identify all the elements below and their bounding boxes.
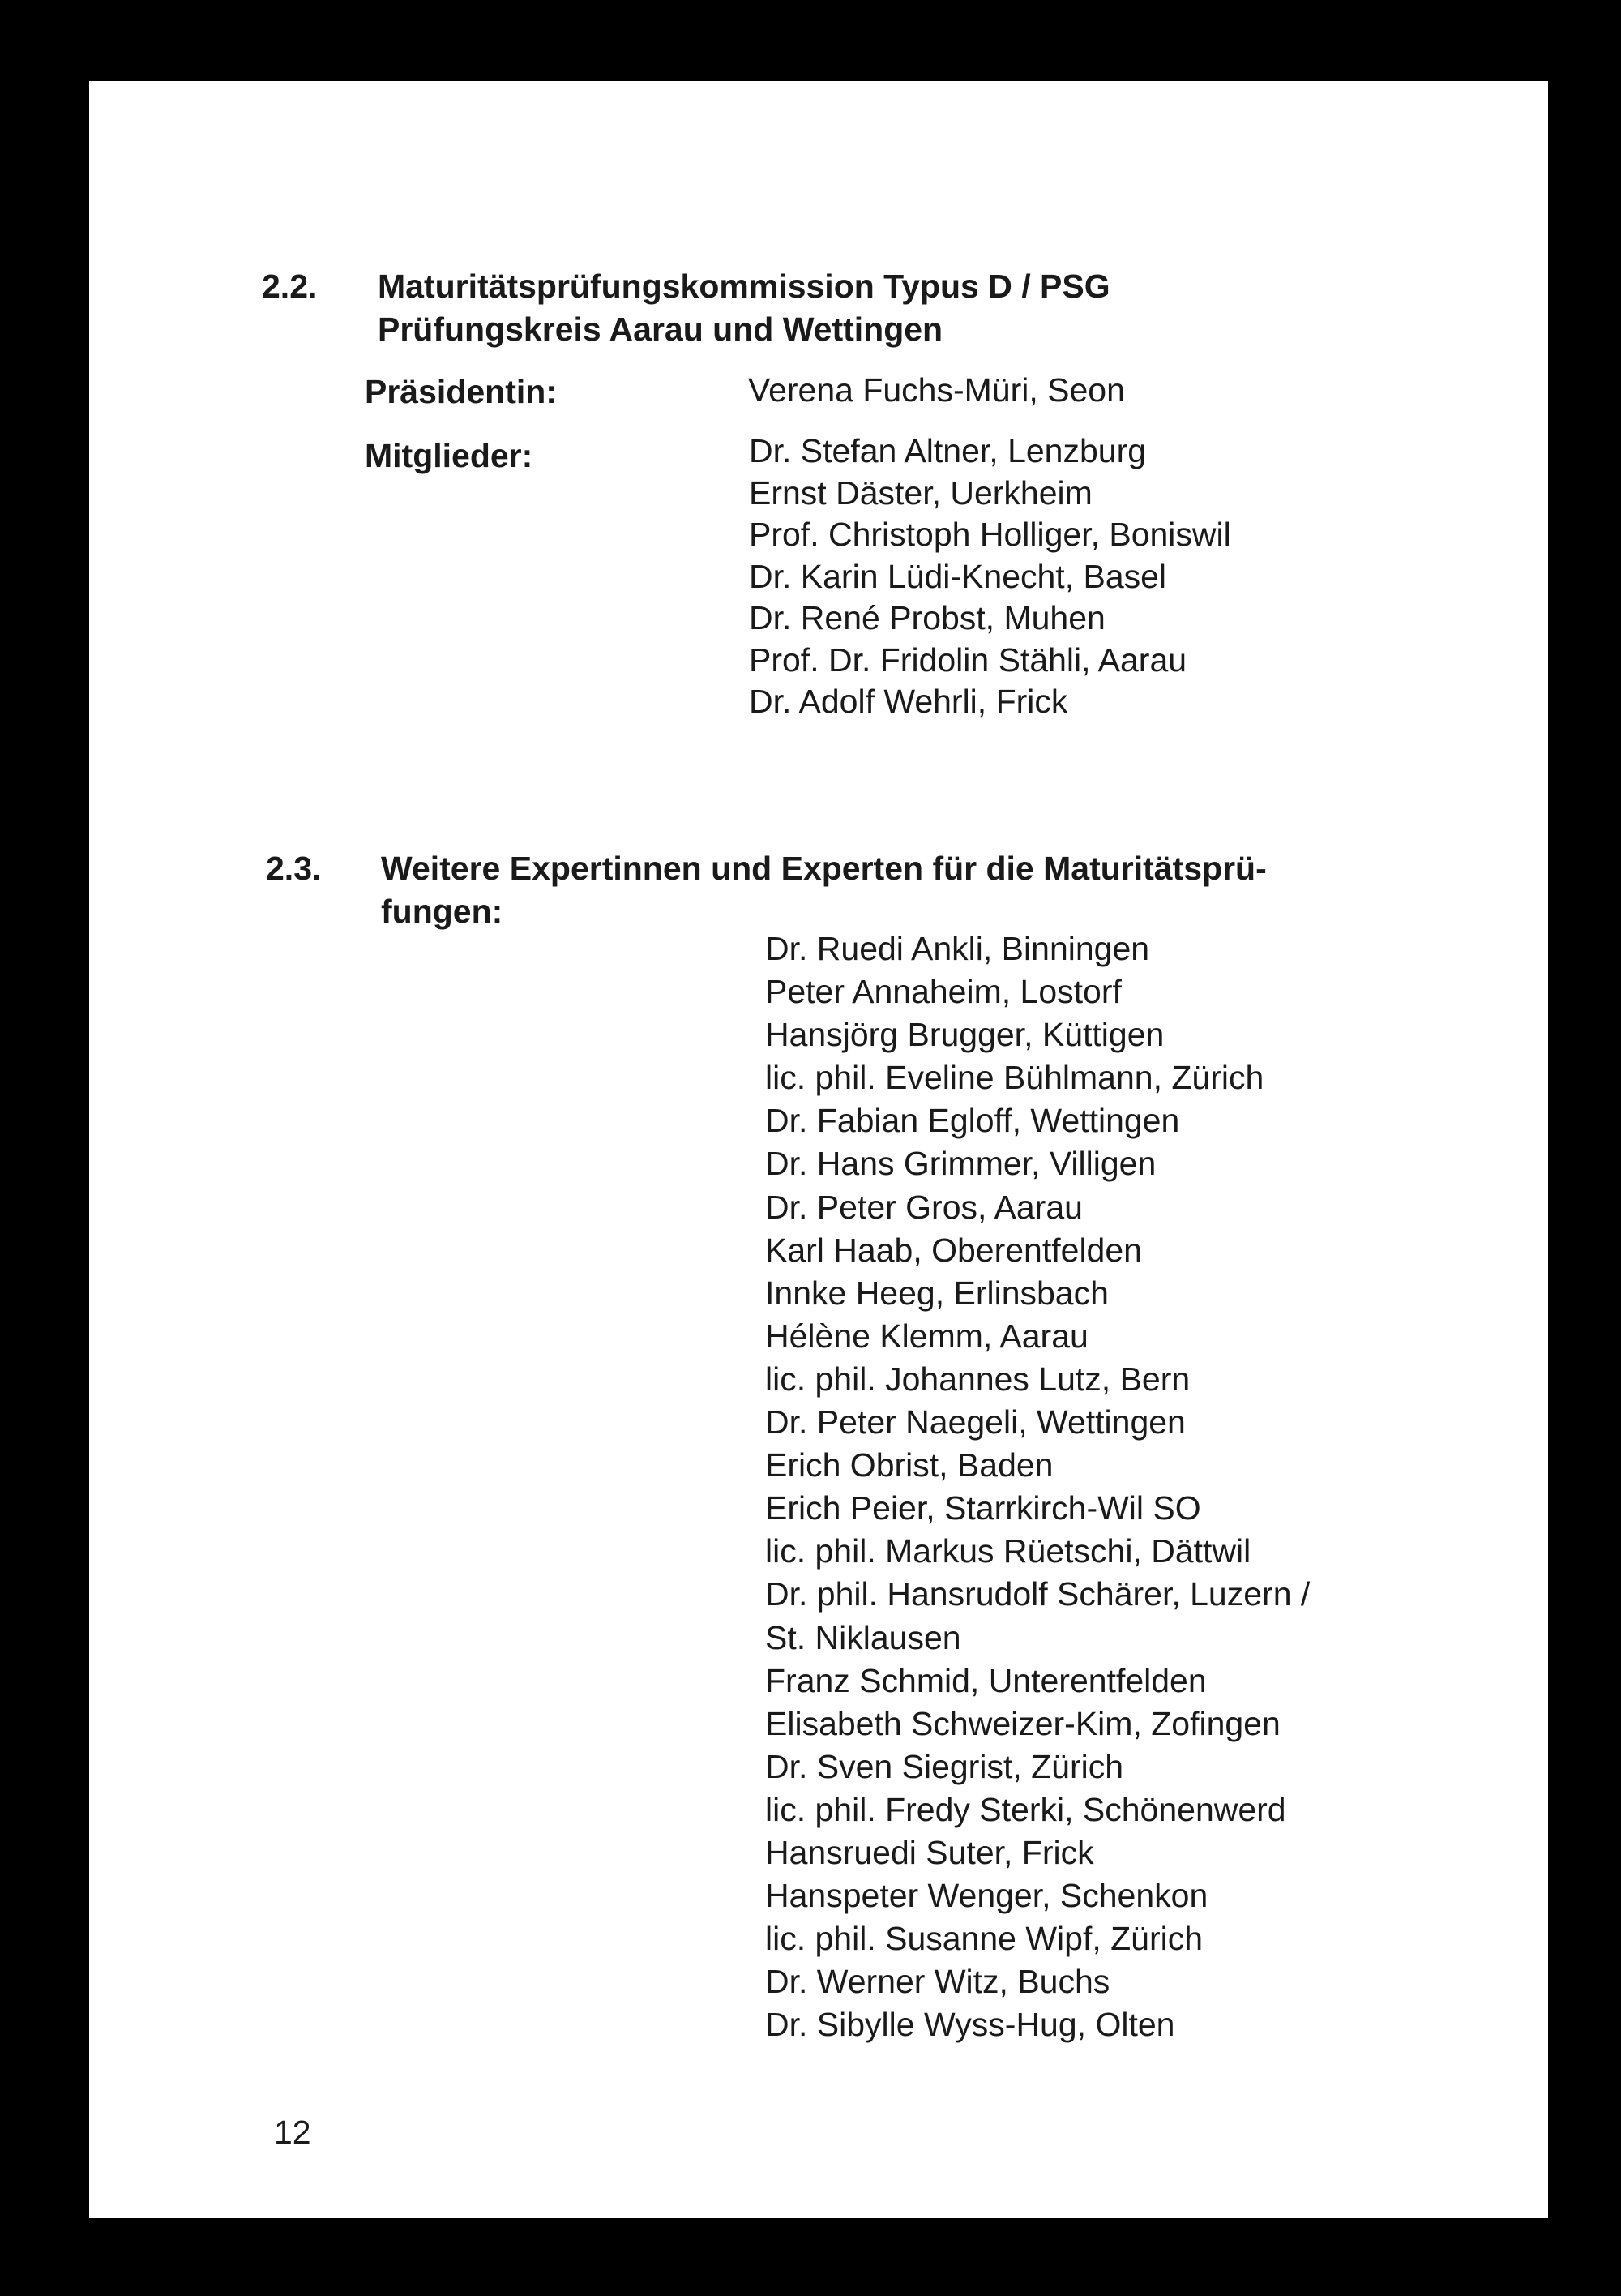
list-item: Dr. Adolf Wehrli, Frick [749,683,1068,720]
list-item: Dr. Werner Witz, Buchs [765,1963,1110,2001]
list-item: Dr. Ruedi Ankli, Binningen [765,930,1150,967]
list-item: Dr. Peter Naegeli, Wettingen [765,1403,1186,1441]
list-item: Erich Obrist, Baden [765,1446,1054,1484]
list-item: Dr. Hans Grimmer, Villigen [765,1145,1157,1183]
list-item: Dr. Stefan Altner, Lenzburg [749,432,1147,469]
list-item: Prof. Christoph Holliger, Boniswil [749,516,1231,553]
list-item: lic. phil. Fredy Sterki, Schönenwerd [765,1790,1286,1828]
list-item: St. Niklausen [765,1618,961,1656]
list-item: Hanspeter Wenger, Schenkon [765,1877,1208,1915]
list-item: Dr. Karin Lüdi-Knecht, Basel [749,557,1167,595]
list-item: Karl Haab, Oberentfelden [765,1231,1142,1269]
list-item: Hélène Klemm, Aarau [765,1317,1089,1355]
president-name: Verena Fuchs-Müri, Seon [748,371,1125,409]
list-item: Prof. Dr. Fridolin Stähli, Aarau [749,640,1187,679]
section-2-2-number: 2.2. [262,268,318,305]
list-item: Dr. René Probst, Muhen [749,599,1106,636]
list-item: Innke Heeg, Erlinsbach [765,1274,1109,1312]
list-item: Dr. Sibylle Wyss-Hug, Olten [765,2006,1175,2044]
list-item: Elisabeth Schweizer-Kim, Zofingen [765,1704,1281,1742]
list-item: Dr. phil. Hansrudolf Schärer, Luzern / [765,1575,1311,1613]
list-item: Dr. Fabian Egloff, Wettingen [765,1102,1180,1140]
list-item: lic. phil. Susanne Wipf, Zürich [765,1920,1204,1958]
list-item: Franz Schmid, Unterentfelden [765,1661,1207,1699]
section-2-3-number: 2.3. [266,850,322,887]
members-label: Mitglieder: [365,437,533,474]
list-item: Dr. Peter Gros, Aarau [765,1188,1083,1226]
experts-list [765,927,1310,2046]
list-item: Peter Annaheim, Lostorf [765,973,1122,1011]
members-list [749,430,1231,723]
page-number: 12 [274,2114,311,2151]
list-item: lic. phil. Markus Rüetschi, Dättwil [765,1532,1251,1570]
list-item: Ernst Däster, Uerkheim [749,473,1093,512]
section-2-3-title-line1: Weitere Expertinnen und Experten für die Maturitätsprü- [381,850,1267,887]
president-label: Präsidentin: [365,373,557,410]
list-item: Erich Peier, Starrkirch-Wil SO [765,1489,1201,1527]
list-item: Dr. Sven Siegrist, Zürich [765,1747,1124,1785]
section-2-2-title-line1: Maturitätsprüfungskommission Typus D / PSG [378,268,1110,305]
list-item: Hansruedi Suter, Frick [765,1833,1094,1871]
list-item: Hansjörg Brugger, Küttigen [765,1016,1165,1054]
section-2-2-title-line2: Prüfungskreis Aarau und Wettingen [378,311,943,348]
list-item: lic. phil. Johannes Lutz, Bern [765,1360,1191,1398]
list-item: lic. phil. Eveline Bühlmann, Zürich [765,1059,1264,1097]
section-2-3-title-line2: fungen: [381,893,503,930]
